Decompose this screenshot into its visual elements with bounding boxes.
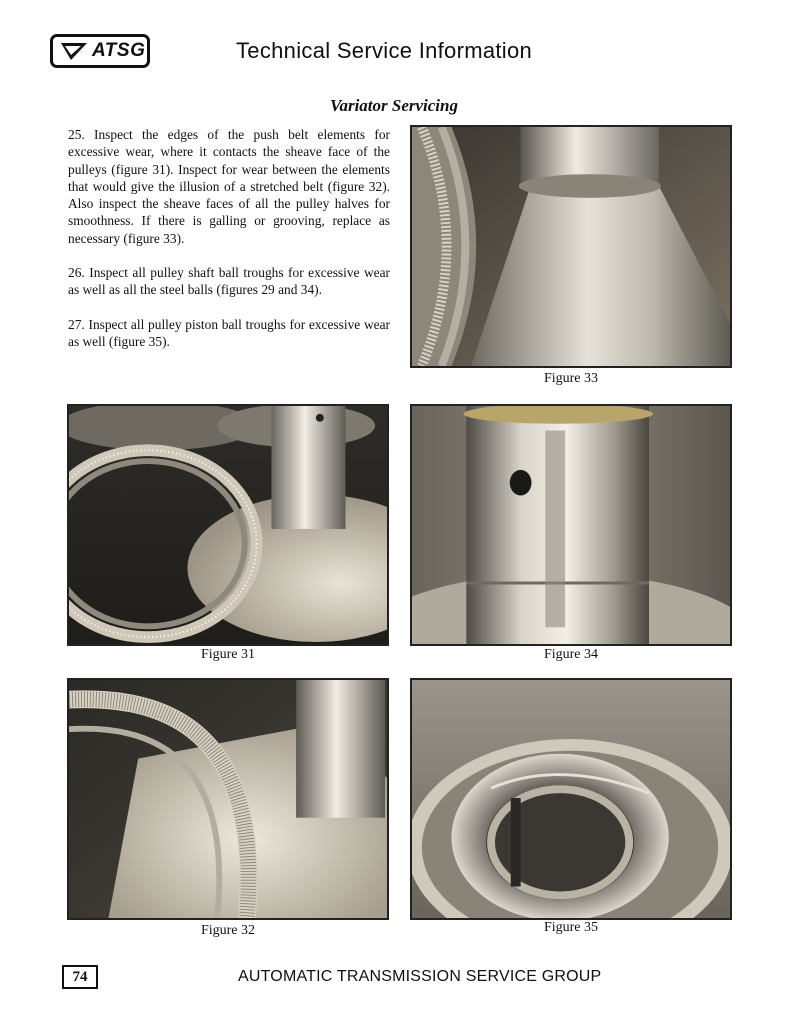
figure-34-caption: Figure 34 xyxy=(543,647,599,662)
logo-text: ATSG xyxy=(92,40,146,61)
paragraph-25: 25. Inspect the edges of the push belt elements for excessive wear, where it contacts the sheave face of the pulleys (figure 31). Inspect for wear between the elements that would give the illusion of a stretched belt (figure 32). Also inspect the sheave faces of all the pulley halves for smoothness. If there is galling or grooving, replace as necessary (figure 33). xyxy=(68,127,390,246)
figure-33-caption: Figure 33 xyxy=(543,371,599,386)
figure-34-photo xyxy=(410,404,732,646)
figure-33-photo xyxy=(410,125,732,368)
figure-35-photo xyxy=(410,678,732,920)
footer-text: AUTOMATIC TRANSMISSION SERVICE GROUP xyxy=(238,968,602,985)
page-number: 74 xyxy=(62,965,98,989)
page-header-title: Technical Service Information xyxy=(236,38,533,63)
figure-32-caption: Figure 32 xyxy=(200,923,256,938)
atsg-logo xyxy=(50,34,150,68)
figure-31-caption: Figure 31 xyxy=(200,647,256,662)
checkmark-logo-icon xyxy=(59,40,89,62)
paragraph-27: 27. Inspect all pulley piston ball troughs for excessive wear as well (figure 35). xyxy=(68,316,390,349)
body-text xyxy=(68,126,390,367)
paragraph-26: 26. Inspect all pulley shaft ball troughs for excessive wear as well as all the steel balls (figures 29 and 34). xyxy=(68,265,390,298)
figure-31-photo xyxy=(67,404,389,646)
figure-32-photo xyxy=(67,678,389,920)
figure-35-caption: Figure 35 xyxy=(543,920,599,935)
section-title: Variator Servicing xyxy=(330,96,458,115)
